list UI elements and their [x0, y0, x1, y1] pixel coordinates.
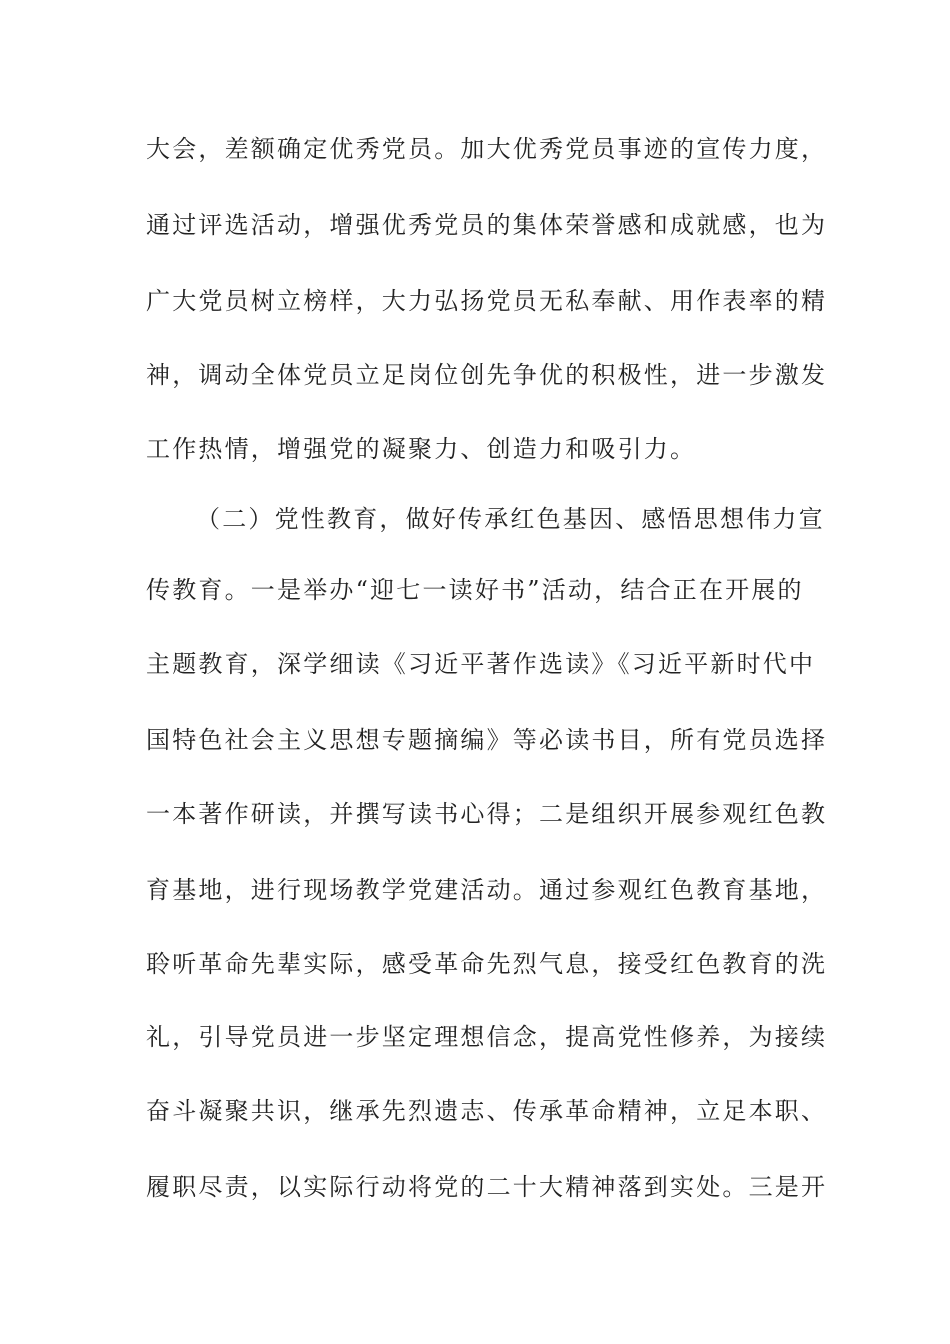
text-line: 履职尽责，以实际行动将党的二十大精神落到实处。三是开 — [146, 1173, 828, 1201]
text-line: 奋斗凝聚共识，继承先烈遗志、传承革命精神，立足本职、 — [146, 1097, 828, 1125]
text-line: 传教育。一是举办“迎七一读好书”活动，结合正在开展的 — [146, 576, 804, 604]
section-heading-line: （二）党性教育，做好传承红色基因、感悟思想伟力宣 — [196, 505, 825, 533]
text-line: 一本著作研读，并撰写读书心得；二是组织开展参观红色教 — [146, 800, 828, 828]
text-line: 育基地，进行现场教学党建活动。通过参观红色教育基地， — [146, 876, 828, 904]
text-line: 广大党员树立榜样，大力弘扬党员无私奉献、用作表率的精 — [146, 287, 828, 315]
text-line: 工作热情，增强党的凝聚力、创造力和吸引力。 — [146, 435, 697, 463]
text-line: 主题教育，深学细读《习近平著作选读》《习近平新时代中 — [146, 650, 816, 678]
text-line: 神，调动全体党员立足岗位创先争优的积极性，进一步激发 — [146, 361, 828, 389]
text-line: 礼，引导党员进一步坚定理想信念，提高党性修养，为接续 — [146, 1023, 828, 1051]
text-line: 通过评选活动，增强优秀党员的集体荣誉感和成就感，也为 — [146, 211, 828, 239]
text-line: 大会，差额确定优秀党员。加大优秀党员事迹的宣传力度， — [146, 135, 828, 163]
text-line: 国特色社会主义思想专题摘编》等必读书目，所有党员选择 — [146, 726, 828, 754]
text-line: 聆听革命先辈实际，感受革命先烈气息，接受红色教育的洗 — [146, 950, 828, 978]
